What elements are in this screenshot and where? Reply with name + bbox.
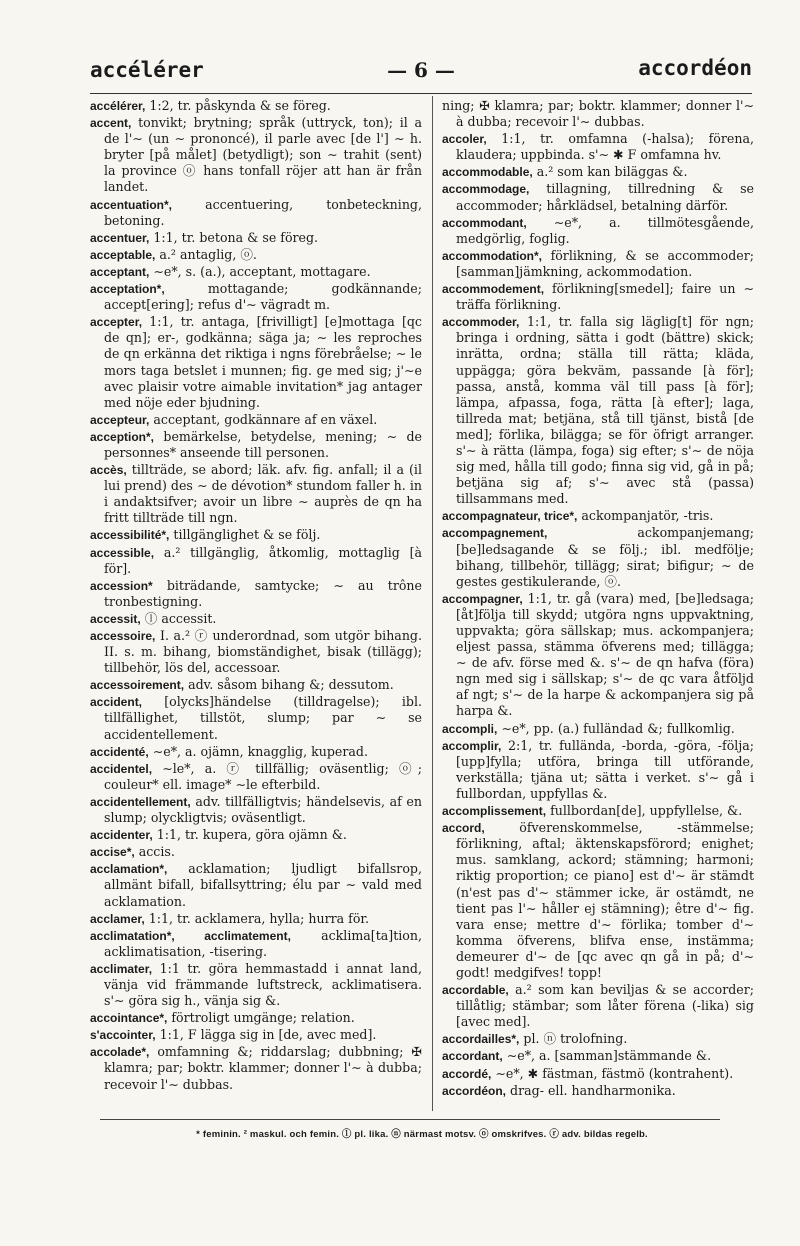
headword: accordéon, bbox=[442, 1083, 507, 1098]
headword: accomplissement, bbox=[442, 804, 547, 819]
definition: tonvikt; brytning; språk (uttryck, ton); il a de l'∼ (un ∼ prononcé), il parle avec [de l'] ∼ h. bryter [på målet] (betydligt); son ∼ trahit (sent) la province ⓞ hans tonfall röjer att han är från landet. bbox=[104, 115, 422, 195]
definition: 1:1, tr. falla sig läglig[t] för ngn; bringa i ordning, sätta i godt (bättre) skick; inrätta, ordna; ställa till rätta; kläda, uppägga; göra bekväm, passande [à för]; passa, anstå, komma väl till pass [à för]; lämpa, afpassa, foga, rätta [à efter]; laga, tillreda mat; betjäna, stå till tjänst, bistå [de med]; förlika, bilägga; se för öfrigt arranger. s'∼ à rätta (lämpa, foga) sig efter; s'∼ de nöja sig med, hålla till godo; finna sig vid, gå in på; betjäna sig af; s'∼ avec stå (passa) tillsammans med. bbox=[456, 314, 754, 507]
dictionary-entry bbox=[442, 131, 754, 163]
dictionary-entry bbox=[442, 248, 754, 280]
headword: accélérer, bbox=[90, 99, 146, 113]
header-guideword-right: accordéon bbox=[638, 56, 752, 80]
definition: 1:1, tr. betona & se föreg. bbox=[153, 229, 319, 245]
headword: accommodement, bbox=[442, 282, 545, 297]
definition: ning; ✠ klamra; par; boktr. klammer; donner l'∼ à dubba; recevoir l'∼ dubbas. bbox=[442, 98, 754, 130]
definition: pl. ⓝ trolofning. bbox=[523, 1031, 628, 1047]
headword: accordé, bbox=[442, 1066, 492, 1081]
definition: ∼le*, a. ⓡ tillfällig; oväsentlig; ⓞ; couleur* ell. image* ∼le efterbild. bbox=[104, 760, 422, 792]
headword: acceptant, bbox=[90, 264, 150, 279]
headword: acceptable, bbox=[90, 247, 156, 262]
dictionary-entry bbox=[90, 611, 422, 627]
headword: accentuation*, bbox=[90, 197, 173, 212]
definition: öfverenskommelse, -stämmelse; förlikning, aftal; äktenskapsförord; enighet; mus. samklang, ackord; stämning; harmoni; riktig proportion; ce piano] est d'∼ är stämdt (n'est pas d'∼ stämmer icke, är ostämdt, ne tient pas l'∼ håller ej stämning); être d'∼ fig. vara ense; mettre d'∼ förlika; tomber d'∼ komma öfverens, blifva ense, instämma; demeurer d'∼ de [qc avec qn gå in på; d'∼ godt! medgifves! topp! bbox=[456, 820, 754, 980]
definition: tillträde, se abord; läk. afv. fig. anfall; il a (il lui prend) des ∼ de dévotion* stundom faller h. in i andaktsifver; avoir un libre ∼ auprès de qn ha fritt tillträde till ngn. bbox=[104, 462, 422, 526]
definition: 1:1, tr. omfamna (-halsa); förena, klaudera; uppbinda. s'∼ ✱ F omfamna hv. bbox=[456, 131, 754, 163]
dictionary-entry bbox=[90, 429, 422, 461]
dictionary-entry bbox=[90, 545, 422, 577]
headword: acclamer, bbox=[90, 911, 145, 926]
definition: biträdande, samtycke; ∼ au trône tronbestigning. bbox=[104, 577, 422, 609]
dictionary-entry bbox=[90, 744, 422, 760]
footer-legend: * feminin. ² maskul. och femin. ⓛ pl. lika. ⓝ närmast motsv. ⓞ omskrifves. ⓡ adv. bildas regelb. bbox=[196, 1129, 648, 1140]
dictionary-entry bbox=[90, 1010, 422, 1026]
headword: accointance*, bbox=[90, 1011, 168, 1026]
definition: ∼e*, pp. (a.) fulländad &; fullkomlig. bbox=[501, 720, 735, 736]
footer-rule bbox=[100, 1119, 720, 1120]
dictionary-entry bbox=[442, 738, 754, 802]
headword: accepteur, bbox=[90, 412, 150, 427]
definition: I. a.² ⓡ underordnad, som utgör bihang. II. s. m. bihang, biomständighet, bisak (tillägg); tillbehör, lös del, accessoar. bbox=[104, 628, 422, 676]
definition: bemärkelse, betydelse, mening; ∼ de personnes* anseende till personen. bbox=[104, 428, 422, 460]
headword: accise*, bbox=[90, 845, 135, 860]
definition: ackompanjemang; [be]ledsagande & se följ.; ibl. medfölje; bihang, tillbehör, tillägg; sirat; bifigur; ∼ de gestes gestikulerande, ⓞ. bbox=[456, 525, 754, 589]
headword: accordailles*, bbox=[442, 1032, 520, 1047]
headword: accompli, bbox=[442, 721, 498, 736]
headword: accessoirement, bbox=[90, 678, 185, 693]
dictionary-entry bbox=[442, 1083, 754, 1099]
dictionary-entry bbox=[442, 164, 754, 180]
dictionary-entry bbox=[442, 181, 754, 213]
dictionary-entry bbox=[90, 1027, 422, 1043]
headword: accommodation*, bbox=[442, 248, 543, 263]
headword: acclimater, bbox=[90, 961, 153, 976]
definition: förlikning, & se accommoder; [samman]jämkning, ackommodation. bbox=[456, 247, 754, 279]
headword: accommodage, bbox=[442, 182, 530, 197]
dictionary-entry bbox=[90, 412, 422, 428]
dictionary-entry bbox=[90, 794, 422, 826]
dictionary-entry bbox=[442, 281, 754, 313]
dictionary-entry bbox=[442, 314, 754, 507]
definition: ∼e*, a. [samman]stämmande &. bbox=[506, 1048, 712, 1064]
dictionary-entry bbox=[90, 98, 422, 114]
headword: accent, bbox=[90, 116, 132, 131]
dictionary-entry bbox=[90, 314, 422, 411]
dictionary-entry bbox=[442, 525, 754, 589]
headword: accidentellement, bbox=[90, 794, 191, 809]
definition: ⓛ accessit. bbox=[144, 610, 217, 626]
definition: adv. såsom bihang &; dessutom. bbox=[188, 677, 394, 693]
headword: accommodable, bbox=[442, 165, 533, 180]
dictionary-entry bbox=[442, 1066, 754, 1082]
page-header bbox=[90, 58, 752, 86]
headword: accepter, bbox=[90, 315, 143, 330]
dictionary-entry bbox=[90, 527, 422, 543]
definition: a.² tillgänglig, åtkomlig, mottaglig [à för]. bbox=[104, 544, 422, 576]
headword: accommodant, bbox=[442, 215, 527, 230]
column-divider bbox=[432, 96, 433, 1111]
definition: accis. bbox=[138, 844, 175, 860]
definition: 1:1, tr. gå (vara) med, [be]ledsaga; [åt]följa till skydd; utgöra ngns uppvaktning, uppvakta; göra sällskap; mus. ackompanjera; eljest passa, stämma öfverens med; tillägga; ∼ de afv. förse med &. s'∼ de qn hafva (föra) ngn med sig i sällskap; s'∼ de qc vara åtföljd af ngt; s'∼ de la harpe & ackompanjera sig på harpa &. bbox=[456, 590, 754, 719]
dictionary-entry bbox=[90, 281, 422, 313]
definition: 1:1 tr. göra hemmastadd i annat land, vänja vid främmande luftstreck, acklimatisera. s'∼ göra sig h., vänja sig &. bbox=[104, 960, 422, 1009]
headword: accidentel, bbox=[90, 761, 153, 776]
definition: fullbordan[de], uppfyllelse, &. bbox=[550, 803, 743, 819]
headword: accompagnateur, trice*, bbox=[442, 509, 578, 524]
header-rule bbox=[90, 93, 752, 94]
dictionary-entry bbox=[90, 844, 422, 860]
headword: accessoire, bbox=[90, 629, 156, 643]
headword: accommoder, bbox=[442, 315, 520, 330]
headword: accomplir, bbox=[442, 738, 502, 753]
dictionary-entry bbox=[90, 761, 422, 793]
headword: acclimatation*, acclimatement, bbox=[90, 928, 291, 943]
dictionary-entry bbox=[442, 982, 754, 1030]
definition: accentuering, tonbeteckning, betoning. bbox=[104, 196, 422, 228]
headword: accession* bbox=[90, 578, 153, 593]
definition: 1:1, F lägga sig in [de, avec med]. bbox=[159, 1027, 377, 1043]
definition: ackompanjatör, -tris. bbox=[581, 508, 714, 524]
definition: mottagande; godkännande; accept[ering]; refus d'∼ vägradt m. bbox=[104, 281, 422, 313]
headword: accidenté, bbox=[90, 744, 149, 759]
definition: ∼e*, s. (a.), acceptant, mottagare. bbox=[153, 263, 371, 279]
definition: 1:2, tr. påskynda & se föreg. bbox=[149, 98, 331, 113]
dictionary-entry bbox=[90, 197, 422, 229]
dictionary-entry bbox=[90, 677, 422, 693]
dictionary-entry bbox=[442, 98, 754, 130]
headword: s'accointer, bbox=[90, 1028, 156, 1043]
headword: accompagnement, bbox=[442, 526, 548, 541]
headword: accident, bbox=[90, 695, 143, 710]
dictionary-entry bbox=[442, 721, 754, 737]
headword: acceptation*, bbox=[90, 282, 165, 297]
headword: acclamation*, bbox=[90, 862, 168, 877]
definition: a.² som kan biläggas &. bbox=[536, 164, 688, 180]
right-column bbox=[442, 98, 754, 1108]
definition: ∼e*, a. ojämn, knagglig, kuperad. bbox=[152, 743, 368, 759]
dictionary-entry bbox=[442, 215, 754, 247]
dictionary-entry bbox=[90, 928, 422, 960]
dictionary-entry bbox=[442, 803, 754, 819]
definition: förtroligt umgänge; relation. bbox=[171, 1010, 355, 1026]
headword: accoler, bbox=[442, 132, 487, 147]
definition: ∼e*, a. tillmötesgående, medgörlig, foglig. bbox=[456, 214, 754, 246]
definition: tillgänglighet & se följ. bbox=[173, 527, 321, 543]
headword: accordant, bbox=[442, 1049, 503, 1064]
dictionary-entry bbox=[442, 1031, 754, 1047]
dictionary-entry bbox=[90, 628, 422, 676]
headword: accolade*, bbox=[90, 1045, 150, 1060]
header-guideword-left: accélérer bbox=[90, 58, 204, 82]
headword: accessibilité*, bbox=[90, 528, 170, 543]
dictionary-entry bbox=[90, 578, 422, 610]
dictionary-entry bbox=[442, 1048, 754, 1064]
definition: acklamation; ljudligt bifallsrop, allmänt bifall, bifallsyttring; élu par ∼ vald med acklamation. bbox=[104, 861, 422, 909]
headword: acception*, bbox=[90, 429, 155, 444]
dictionary-entry bbox=[90, 911, 422, 927]
dictionary-entry bbox=[90, 264, 422, 280]
definition: förlikning[smedel]; faire un ∼ träffa förlikning. bbox=[456, 281, 754, 313]
headword: accordable, bbox=[442, 983, 509, 998]
dictionary-entry bbox=[442, 820, 754, 981]
definition: tillagning, tillredning & se accommoder; hårklädsel, betalning därför. bbox=[456, 181, 754, 213]
definition: drag- ell. handharmonika. bbox=[510, 1082, 676, 1098]
definition: 1:1, tr. acklamera, hylla; hurra för. bbox=[148, 910, 370, 926]
definition: a.² som kan beviljas & se accorder; tillåtlig; stämbar; som låter förena (-lika) sig [avec med]. bbox=[456, 982, 754, 1030]
page-number: — 6 — bbox=[387, 58, 455, 82]
headword: accessit, bbox=[90, 611, 141, 626]
definition: 2:1, tr. fullända, -borda, -göra, -följa; [upp]fylla; utföra, bringa till utförande, verkställa; tjäna ut; sätta i verket. s'∼ gå i fullbordan, uppfyllas &. bbox=[456, 737, 754, 801]
definition: a.² antaglig, ⓞ. bbox=[159, 246, 257, 262]
headword: accompagner, bbox=[442, 591, 523, 606]
definition: 1:1, tr. kupera, göra ojämn &. bbox=[156, 827, 347, 843]
dictionary-entry bbox=[90, 230, 422, 246]
dictionary-entry bbox=[90, 827, 422, 843]
definition: 1:1, tr. antaga, [frivilligt] [e]mottaga [qc de qn]; er-, godkänna; säga ja; ∼ les reproches de qn erkänna det riktiga i ngns förebråelse; ∼ le mors taga betslet i munnen; fig. ge med sig; j'∼e avec plaisir votre aimable invitation* jag antager med nöje eder bjudning. bbox=[104, 314, 422, 410]
dictionary-entry bbox=[442, 508, 754, 524]
definition: omfamning &; riddarslag; dubbning; ✠ klamra; par; boktr. klammer; donner l'∼ à dubba; recevoir l'∼ dubbas. bbox=[104, 1044, 422, 1092]
headword: accentuer, bbox=[90, 230, 150, 245]
dictionary-entry bbox=[90, 1044, 422, 1092]
dictionary-entry bbox=[90, 961, 422, 1009]
definition: acceptant, godkännare af en växel. bbox=[153, 411, 378, 427]
headword: accès, bbox=[90, 463, 127, 478]
dictionary-entry bbox=[90, 247, 422, 263]
dictionary-entry bbox=[90, 115, 422, 195]
dictionary-entry bbox=[442, 591, 754, 720]
definition: ∼e*, ✱ fästman, fästmö (kontrahent). bbox=[495, 1065, 734, 1081]
definition: adv. tillfälligtvis; händelsevis, af en slump; olyckligtvis; oväsentligt. bbox=[104, 793, 422, 826]
definition: [olycks]händelse (tilldragelse); ibl. tillfällighet, tillstöt, slump; par ∼ se accidentellement. bbox=[104, 694, 422, 742]
dictionary-entry bbox=[90, 694, 422, 742]
headword: accord, bbox=[442, 821, 485, 836]
dictionary-entry bbox=[90, 861, 422, 909]
dictionary-entry bbox=[90, 462, 422, 526]
headword: accidenter, bbox=[90, 828, 153, 843]
headword: accessible, bbox=[90, 545, 155, 560]
left-column bbox=[90, 98, 422, 1108]
definition: acklima[ta]tion, acklimatisation, -tisering. bbox=[104, 927, 422, 959]
